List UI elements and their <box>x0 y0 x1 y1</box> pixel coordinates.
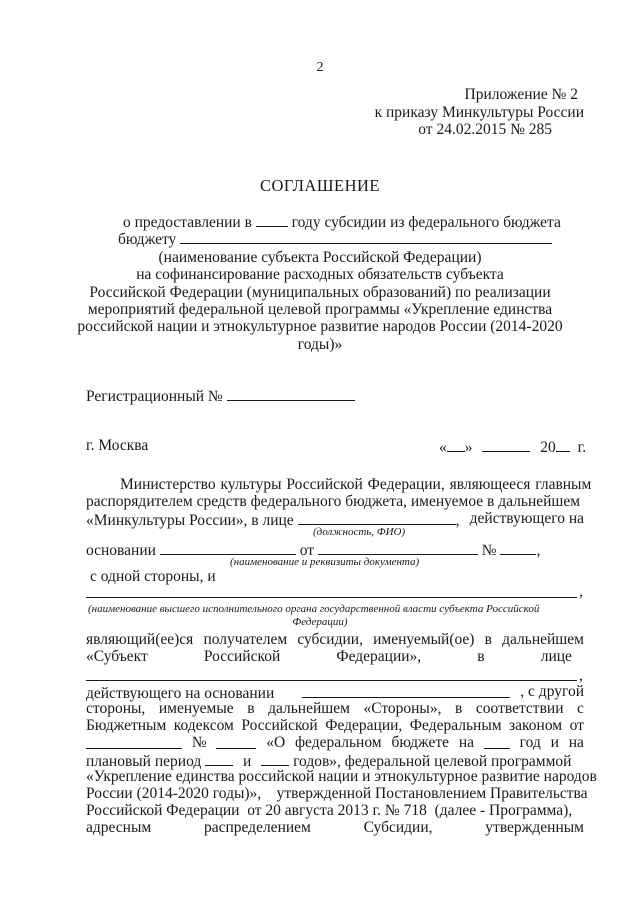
law-line <box>86 734 584 752</box>
registration-line <box>86 386 355 406</box>
subtitle-line-3: (наименование субъекта Российской Федерации) <box>158 249 482 266</box>
subtitle-line-6: мероприятий федеральной целевой программы «Укрепление единства <box>87 301 553 318</box>
plan-period-end: годов», федеральной целевой программой <box>293 753 572 770</box>
basis-date-blank <box>318 540 478 555</box>
registration-label: Регистрационный № <box>86 388 223 405</box>
word: № <box>191 734 207 751</box>
budget-code-line <box>86 717 584 735</box>
date-year-suffix: г. <box>577 439 587 456</box>
appendix-line-3: от 24.02.2015 № 285 <box>418 121 552 138</box>
word: кодексом <box>173 717 234 734</box>
basis-from-label: от <box>299 542 315 559</box>
subject-line <box>86 648 572 666</box>
word: субсидии, <box>297 631 363 648</box>
word: утвержденным <box>485 819 584 836</box>
date-open-quote: « <box>439 439 447 456</box>
word: бюджете <box>391 734 450 751</box>
hint-authority-2: Федерации) <box>292 616 348 628</box>
year-suffix-blank <box>556 437 570 452</box>
day-blank <box>447 437 465 452</box>
position-blank <box>298 510 456 525</box>
basis-number-label: № <box>481 542 497 559</box>
word: с <box>577 700 584 717</box>
subtitle-line-1-start: о предоставлении в <box>123 214 252 231</box>
program-line-1: «Укрепление единства российской нации и этнокультурное развитие народов <box>86 768 597 785</box>
plan-period-and: и <box>243 753 252 770</box>
subtitle-line-8: годы)» <box>297 336 343 353</box>
subtitle-line-4: на софинансирование расходных обязательств субъекта <box>136 266 504 283</box>
subtitle-line-2 <box>118 229 552 249</box>
registration-blank <box>227 386 355 401</box>
acting-basis-blank <box>302 683 510 698</box>
basis-line: основании от № , <box>86 542 541 559</box>
plan-year-2-blank <box>261 751 289 766</box>
para1-line-2: распорядителем средств федерального бюджета, именуемое в дальнейшем <box>86 493 581 510</box>
hint-authority-1: (наименование высшего исполнительного органа государственной власти субъекта Российской <box>88 603 540 615</box>
last-line <box>86 819 584 837</box>
word: соответствии <box>475 700 564 717</box>
word: от <box>569 717 584 734</box>
city: г. Москва <box>86 437 149 454</box>
word: адресным <box>86 819 152 836</box>
date-line <box>439 437 586 457</box>
subject-name-blank <box>180 229 552 244</box>
law-year-blank <box>484 734 510 749</box>
word: в <box>477 648 485 665</box>
subtitle-line-5: Российской Федерации (муниципальных образований) по реализации <box>89 284 551 301</box>
hint-document: (наименование и реквизиты документа) <box>230 556 420 568</box>
law-date-blank <box>86 734 182 749</box>
para1-line-1: Министерство культуры Российской Федерации, являющееся главным <box>120 476 592 493</box>
authority-blank-line <box>86 597 577 598</box>
word: являющий(ее)ся <box>86 631 194 648</box>
word: дальнейшем <box>502 631 584 648</box>
para1-line-3-start: «Минкультуры России», в лице <box>86 512 294 529</box>
word: федеральном <box>295 734 382 751</box>
word: именуемые <box>158 700 234 717</box>
word: на <box>458 734 475 751</box>
subtitle-line-1-end: году субсидии из федерального бюджета <box>291 214 561 231</box>
plan-period-start: плановый период <box>86 753 202 770</box>
word: в <box>247 700 255 717</box>
basis-label: основании <box>86 542 156 559</box>
word: «Стороны», <box>363 700 442 717</box>
para1-line-3-end: действующего на <box>469 510 584 527</box>
word: в <box>484 631 492 648</box>
word: стороны, <box>86 700 146 717</box>
appendix-line-2: к приказу Минкультуры России <box>374 104 584 121</box>
word: «Субъект <box>86 648 148 665</box>
word: Федерации, <box>325 717 403 734</box>
word: распределением <box>203 819 311 836</box>
word: получателем <box>203 631 288 648</box>
word: «О <box>266 734 286 751</box>
word: Федеральным <box>409 717 502 734</box>
basis-number-blank <box>500 540 536 555</box>
representative-blank-line <box>86 680 577 681</box>
word: лице <box>540 648 572 665</box>
word: Бюджетным <box>86 717 167 734</box>
appendix-line-1: Приложение № 2 <box>464 86 578 103</box>
subtitle-budget-label: бюджету <box>118 231 177 248</box>
acting-end: , с другой <box>520 683 584 700</box>
word: и <box>550 734 559 751</box>
hint-position: (должность, ФИО) <box>313 526 406 538</box>
subtitle-line-7: российской нации и этнокультурное развитие народов России (2014-2020 <box>77 318 563 335</box>
year-blank <box>256 212 288 227</box>
word: дальнейшем <box>268 700 350 717</box>
one-side: с одной стороны, и <box>90 568 216 585</box>
program-line-2: России (2014-2020 годы)», утвержденной Постановлением Правительства <box>86 785 588 802</box>
document-title: СОГЛАШЕНИЕ <box>260 176 380 195</box>
parties-line <box>86 700 584 718</box>
word: в <box>455 700 463 717</box>
law-number-blank <box>216 734 256 749</box>
representative-comma: , <box>579 667 583 684</box>
recipient-line <box>86 631 584 649</box>
month-blank <box>482 437 530 452</box>
date-year-prefix: 20 <box>540 439 556 456</box>
program-line-3: Российской Федерации от 20 августа 2013 г. № 718 (далее - Программа), <box>86 802 573 819</box>
word: Федерации», <box>336 648 422 665</box>
word: именуемый(ое) <box>373 631 475 648</box>
word: год <box>519 734 541 751</box>
plan-year-1-blank <box>205 751 233 766</box>
word: Субсидии, <box>363 819 433 836</box>
page-number: 2 <box>316 60 324 75</box>
para1-line-3: «Минкультуры России», в лице , действующего на <box>86 510 584 529</box>
date-close-quote: » <box>464 439 473 456</box>
word: на <box>568 734 584 751</box>
word: Российской <box>203 648 281 665</box>
authority-comma: , <box>579 583 583 600</box>
acting-label: действующего на основании <box>86 685 275 702</box>
word: Российской <box>241 717 318 734</box>
basis-doc-blank <box>160 540 296 555</box>
word: законом <box>509 717 563 734</box>
